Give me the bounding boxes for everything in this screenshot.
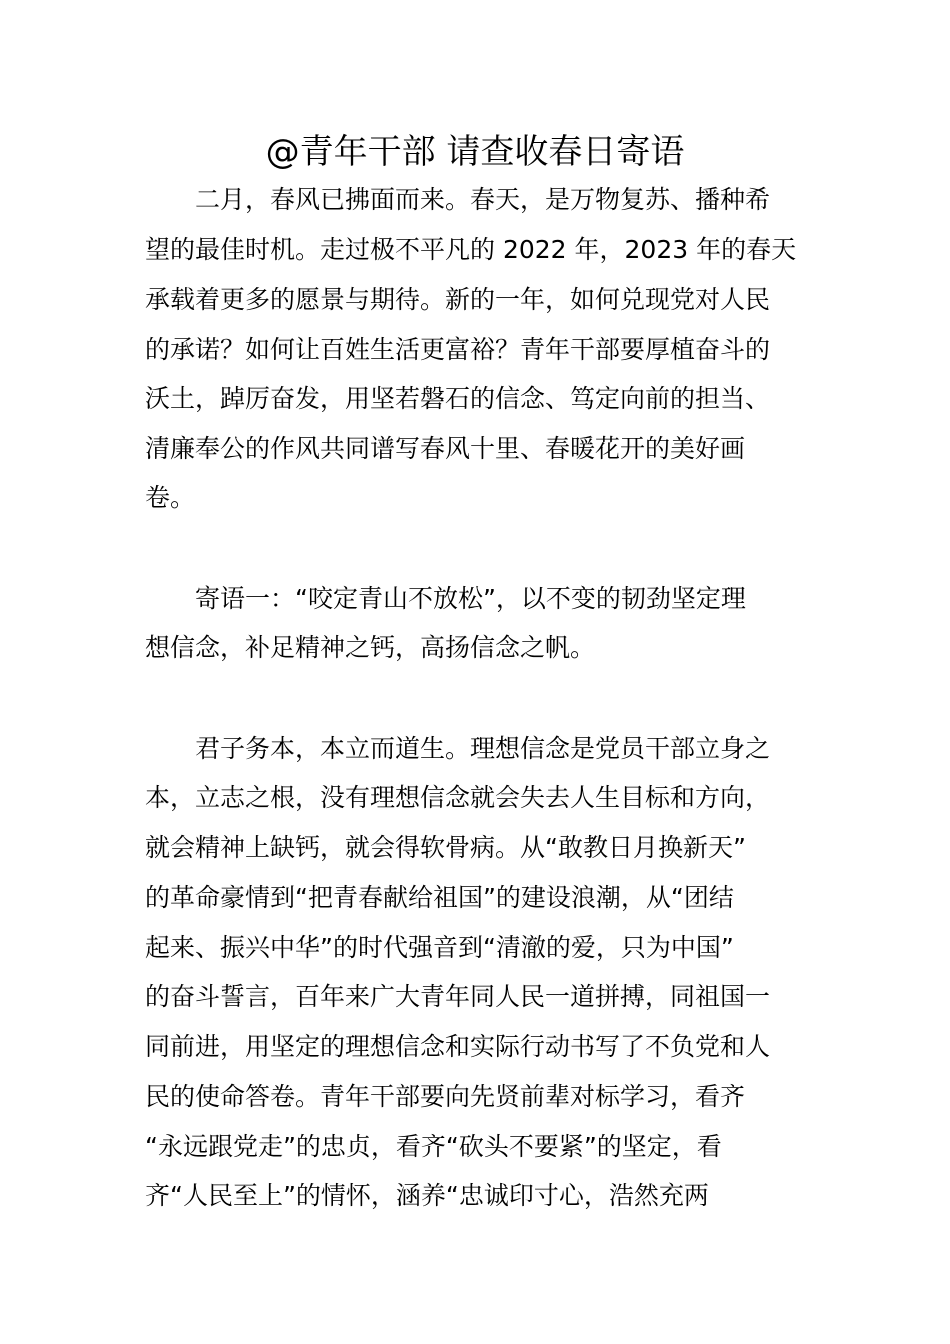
paragraph-line: 的革命豪情到“把青春献给祖国”的建设浪潮，从“团结 (145, 883, 734, 912)
paragraph-line: 承载着更多的愿景与期待。新的一年，如何兑现党对人民 (145, 285, 771, 314)
paragraph-line: 民的使命答卷。青年干部要向先贤前辈对标学习，看齐 (145, 1082, 746, 1111)
paragraph-line: 卷。 (145, 483, 196, 512)
paragraph-line: 本，立志之根，没有理想信念就会失去人生目标和方向， (145, 783, 771, 812)
document-title: @青年干部 请查收春日寄语 (265, 132, 685, 172)
paragraph-line: 望的最佳时机。走过极不平凡的 2022 年，2023 年的春天 (145, 235, 797, 264)
paragraph-line: 二月，春风已拂面而来。春天，是万物复苏、播种希 (145, 185, 771, 214)
paragraph-line: 就会精神上缺钙，就会得软骨病。从“敢教日月换新天” (145, 833, 746, 862)
paragraph-line: 同前进，用坚定的理想信念和实际行动书写了不负党和人 (145, 1032, 771, 1061)
paragraph-line: 想信念，补足精神之钙，高扬信念之帆。 (145, 633, 596, 662)
paragraph-line: 清廉奉公的作风共同谱写春风十里、春暖花开的美好画 (145, 434, 746, 463)
paragraph-line: 的奋斗誓言，百年来广大青年同人民一道拼搏，同祖国一 (145, 982, 771, 1011)
paragraph-line: 寄语一：“咬定青山不放松”，以不变的韧劲坚定理 (145, 584, 746, 613)
paragraph-line: “永远跟党走”的忠贞，看齐“砍头不要紧”的坚定，看 (145, 1132, 722, 1161)
paragraph-line: 沃土，踔厉奋发，用坚若磐石的信念、笃定向前的担当、 (145, 384, 771, 413)
paragraph-line: 起来、振兴中华”的时代强音到“清澈的爱，只为中国” (145, 933, 734, 962)
paragraph-line: 君子务本，本立而道生。理想信念是党员干部立身之 (145, 734, 771, 763)
paragraph-line: 的承诺？如何让百姓生活更富裕？青年干部要厚植奋斗的 (145, 335, 771, 364)
paragraph-line: 齐“人民至上”的情怀，涵养“忠诚印寸心，浩然充两 (145, 1181, 709, 1210)
